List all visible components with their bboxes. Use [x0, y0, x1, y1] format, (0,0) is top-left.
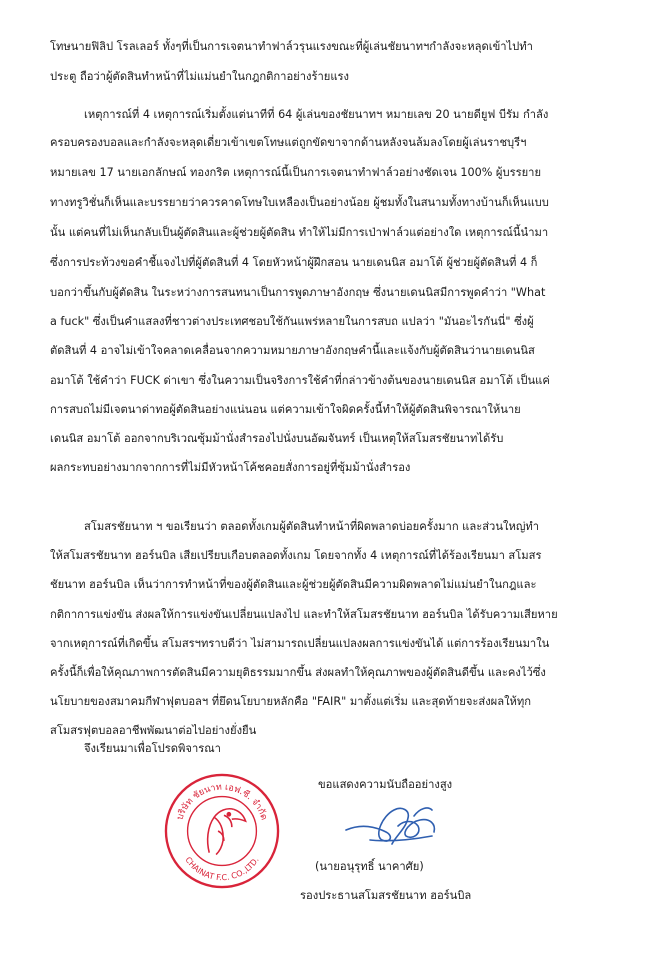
hornbill-emblem-icon [208, 809, 246, 855]
seal-bottom-text: CHAINAT F.C. CO.,LTD. [183, 855, 261, 883]
paragraph-line: ครอบครองบอลและกำลังจะหลุดเดี่ยวเข้าเขตโทษแต่ถูกขัดขาจากด้านหลังจนล้มลงโดยผู้เล่นราชบุรีฯ [50, 136, 527, 149]
signer-title: รองประธานสโมสรชัยนาท ฮอร์นบิล [300, 889, 472, 902]
paragraph-line: ชัยนาท ฮอร์นบิล เห็นว่าการทำหน้าที่ของผู้ตัดสินและผู้ช่วยผู้ตัดสินมีความผิดพลาดไม่แม่นยำในกฎและ [50, 578, 537, 591]
paragraph-line: เหตุการณ์ที่ 4 เหตุการณ์เริ่มตั้งแต่นาทีที่ 64 ผู้เล่นของชัยนาทฯ หมายเลข 20 นายดียูฟ บีรัม กำลัง [84, 108, 549, 121]
paragraph-line: อมาโต้ ใช้คำว่า FUCK ด่าเขา ซึ่งในความเป็นจริงการใช้คำที่กล่าวข้างต้นของนายเดนนิส อมาโต้ เป็นแค่ [50, 374, 550, 387]
regards: ขอแสดงความนับถืออย่างสูง [318, 778, 453, 791]
paragraph-line: ทางทรูวิชั่นก็เห็นและบรรยายว่าควรคาดโทษใบเหลืองเป็นอย่างน้อย ผู้ชมทั้งในสนามทั้งทางบ้านก็เห็นแบบ [50, 196, 549, 209]
paragraph-line: ครั้งนี้ก็เพื่อให้คุณภาพการตัดสินมีความยุติธรรมมากขึ้น ส่งผลทำให้คุณภาพของผู้ตัดสินดีขึ้น และคงไว้ซึ่ง [50, 666, 546, 679]
paragraph-line: นโยบายของสมาคมกีฬาฟุตบอลฯ ที่ยึดนโยบายหลักคือ "FAIR" มาตั้งแต่เริ่ม และสุดท้ายจะส่งผลให้ทุก [50, 695, 532, 708]
paragraph-line: สโมสรฟุตบอลอาชีพพัฒนาต่อไปอย่างยั่งยืน [50, 724, 257, 737]
paragraph-line: นั้น แต่คนที่ไม่เห็นกลับเป็นผู้ตัดสินและผู้ช่วยผู้ตัดสิน ทำให้ไม่มีการเป่าฟาล์วแต่อย่างใด เหตุการณ์นี้นำมา [50, 226, 549, 239]
paragraph-line: บอกว่าขึ้นกับผู้ตัดสิน ในระหว่างการสนทนาเป็นการพูดภาษาอังกฤษ ซึ่งนายเดนนิสมีการพูดคำว่า "What [50, 286, 546, 299]
signer-name: (นายอนุรุทธิ์ นาคาศัย) [315, 860, 424, 873]
paragraph-line: สโมสรชัยนาท ฯ ขอเรียนว่า ตลอดทั้งเกมผู้ตัดสินทำหน้าที่ผิดพลาดบ่อยครั้งมาก และส่วนใหญ่ทำ [84, 520, 540, 533]
paragraph-line: a fuck" ซึ่งเป็นคำแสลงที่ชาวต่างประเทศชอบใช้กันแพร่หลายในการสบถ แปลว่า "มันอะไรกันนี่" ซึ่งผู้ [50, 315, 534, 328]
company-seal [163, 772, 281, 890]
paragraph-line: ตัดสินที่ 4 อาจไม่เข้าใจคลาดเคลื่อนจากความหมายภาษาอังกฤษคำนี้และแจ้งกับผู้ตัดสินว่านายเดนนิส [50, 344, 535, 357]
signature-image [340, 796, 456, 850]
paragraph-line: ผลกระทบอย่างมากจากการที่ไม่มีหัวหน้าโค้ชคอยสั่งการอยู่ที่ซุ้มม้านั่งสำรอง [50, 461, 411, 474]
seal-top-text: บริษัท ชัยนาท เอฟ.ซี. จำกัด [175, 782, 269, 822]
paragraph-line: หมายเลข 17 นายเอกลักษณ์ ทองกริต เหตุการณ์นี้เป็นการเจตนาทำฟาล์วอย่างชัดเจน 100% ผู้บรรยาย [50, 166, 541, 179]
paragraph-line: โทษนายฟิลิป โรลเลอร์ ทั้งๆที่เป็นการเจตนาทำฟาล์วรุนแรงขณะที่ผู้เล่นชัยนาทฯกำลังจะหลุดเข้าไปทำ [50, 40, 533, 53]
paragraph-line: ประตู ถือว่าผู้ตัดสินทำหน้าที่ไม่แม่นยำในกฎกติกาอย่างร้ายแรง [50, 70, 350, 83]
paragraph-line: จากเหตุการณ์ที่เกิดขึ้น สโมสรฯทราบดีว่า ไม่สามารถเปลี่ยนแปลงผลการแข่งขันได้ แต่การร้องเรียนมาใน [50, 637, 550, 650]
paragraph-line: กติกาการแข่งขัน ส่งผลให้การแข่งขันเปลี่ยนแปลงไป และทำให้สโมสรชัยนาท ฮอร์นบิล ได้รับความเสียหาย [50, 608, 558, 621]
paragraph-line: เดนนิส อมาโต้ ออกจากบริเวณซุ้มม้านั่งสำรองไปนั่งบนอัฒจันทร์ เป็นเหตุให้สโมสรชัยนาทได้รับ [50, 432, 504, 445]
paragraph-line: การสบถไม่มีเจตนาด่าทอผู้ตัดสินอย่างแน่นอน แต่ความเข้าใจผิดครั้งนี้ทำให้ผู้ตัดสินพิจารณาให้นาย [50, 403, 521, 416]
closing-request: จึงเรียนมาเพื่อโปรดพิจารณา [84, 742, 221, 755]
paragraph-line: ให้สโมสรชัยนาท ฮอร์นบิล เสียเปรียบเกือบตลอดทั้งเกม โดยจากทั้ง 4 เหตุการณ์ที่ได้ร้องเรียนมา สโมสร [50, 549, 542, 562]
paragraph-line: ซึ่งการประท้วงขอคำชี้แจงไปที่ผู้ตัดสินที่ 4 โดยหัวหน้าผู้ฝึกสอน นายเดนนิส อมาโต้ ผู้ช่วยผู้ตัดสินที่ 4 ก็ [50, 256, 538, 269]
